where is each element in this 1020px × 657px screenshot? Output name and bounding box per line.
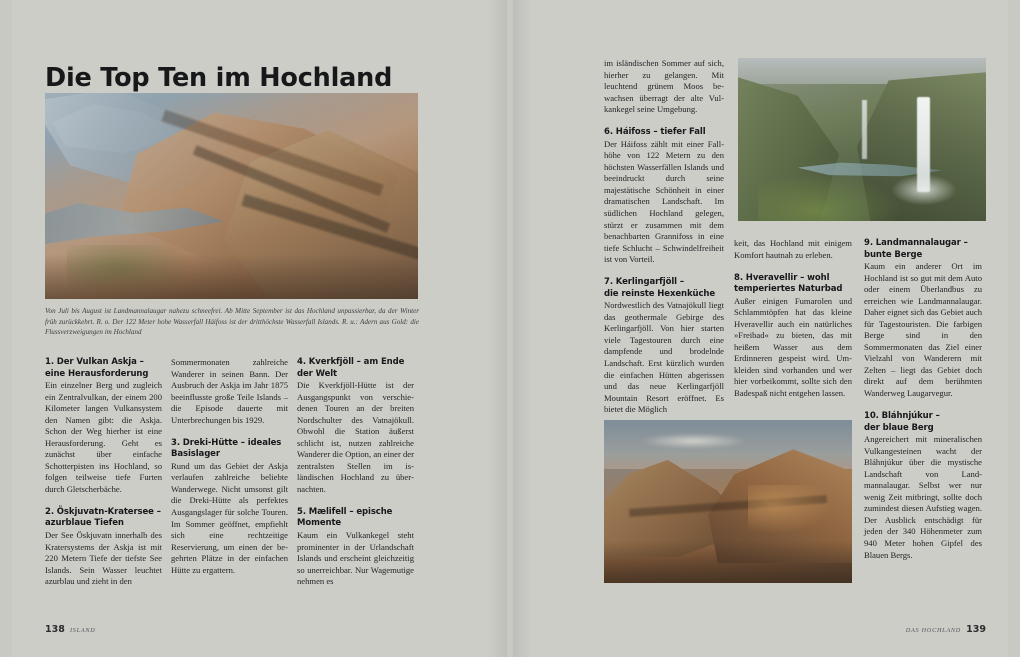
entry-heading-7: [604, 277, 724, 300]
entry-heading-2-line2: azurblaue Tiefen: [45, 518, 124, 529]
photo-cloud: [639, 433, 748, 449]
entry-heading-1-line2: eine Herausforderung: [45, 368, 149, 379]
entry-heading-6: 6. Háifoss – tiefer Fall: [604, 127, 706, 138]
entry-body-7: Nordwestlich des Vatnajökull liegt das geothermale Gebirge des Kerlingarfjöll. Von hier starten viele Tagestouren durch eine dampfende und brodelnde Landschaft. Erst kürzlich wurden die einfachen Hütten abgerissen und das neue Kerlingarfjöll Mountain Resort eröffnet. Es bietet die Möglich: [604, 300, 724, 415]
entry-heading-7-line1: 7. Kerlingarfjöll –: [604, 277, 684, 288]
photo-sunlight: [748, 485, 832, 534]
entry-heading-1: [45, 357, 162, 380]
paragraph-spacer: [45, 495, 162, 507]
entry-heading-10-line2: der blaue Berg: [864, 422, 934, 433]
paragraph-spacer: [171, 426, 288, 438]
entry-heading-2: [45, 507, 162, 530]
entry-body-2: Der See Öskjuvatn innerhalb des Kratersystems der Askja ist mit 220 Metern Tiefe der tiefste See Islands. Sein Wasser leuchtet azurblau und zieht in den: [45, 529, 162, 587]
text-column-2: [171, 357, 288, 576]
hero-photo-caption: Von Juli bis August ist Landmannalaugar nahezu schneefrei. Ab Mitte September ist das Hochland unpassierbar, da der Winter früh zurückkehrt. R. o. Der 122 Meter hohe Wasserfall Háifoss ist der dritthöchste Wasserfall Islands. R. u.: Adern aus Gold: die Flussverzweigungen im Hochland: [45, 307, 419, 337]
entry-heading-8-line2: temperiertes Naturbad: [734, 284, 843, 295]
photo-waterfall-secondary: [862, 100, 867, 159]
photo-foreground-shadow: [604, 541, 852, 583]
text-column-5: [734, 238, 852, 400]
photo-moss: [758, 172, 902, 221]
waterfall-photo-haifoss: [738, 58, 986, 221]
paragraph-spacer: [297, 495, 414, 507]
entry-body-2-continuation: Sommermonaten zahlreiche Wanderer in seinen Bann. Der Ausbruch der Askja im Jahr 1875 beeinflusste große Teile Islands – die Episode dauerte mit Unterbrechungen bis 1929.: [171, 357, 288, 425]
entry-heading-2-line1: 2. Öskjuvatn-Kratersee –: [45, 506, 161, 517]
entry-heading-1-line1: 1. Der Vulkan Askja –: [45, 357, 144, 367]
text-column-3: [297, 357, 414, 588]
entry-body-3: Rund um das Gebiet der Askja verlaufen zahlreiche beliebte Wanderwege. Nicht umsonst gilt die Dreki-Hütte als perfektes Ausgangslager für solche Touren. Im Sommer geöffnet, empfiehlt sich eine rechtzeitige Reservierung, um einen der begehrten Plätze in der einfachen Hütte zu ergattern.: [171, 460, 288, 575]
entry-heading-10-line1: 10. Bláhnjúkur –: [864, 411, 940, 422]
entry-body-1: Ein einzelner Berg und zugleich ein Zentralvulkan, der einem 200 Kilometer langen Vulkansystem den Namen gibt: die Askja. Schon der Weg hierher ist eine Herausforderung. Geht es zunächst über einfache Schotterpisten ins Hochland, so folgen teilweise tiefe Furten durch Gletscherbäche.: [45, 380, 162, 494]
entry-heading-10: [864, 411, 982, 434]
entry-heading-9-line2: bunte Berge: [864, 249, 923, 260]
entry-body-5-continuation: im isländischen Sommer auf sich, hierher zu gelangen. Mit leuchtend grünem Moos bewachsen überragt der alte Vulkankegel seine Umgebung.: [604, 58, 724, 115]
entry-heading-3-line2: Basislager: [171, 449, 220, 460]
paragraph-spacer: [604, 266, 724, 278]
text-column-4: [604, 58, 724, 416]
entry-heading-5-line2: Momente: [297, 518, 342, 529]
entry-body-6: Der Háifoss zählt mit einer Fallhöhe von 122 Metern zu den höchsten Wasserfällen Islands und beeindruckt durch seine majestätische Schönheit in einer dramatischen Landschaft. Im südlichen Hochland gelegen, stürzt er zusammen mit dem benachbarten Grannifoss in eine tiefe Schlucht – Schwindelfreiheit ist von Vorteil.: [604, 138, 724, 265]
entry-heading-7-line2: die reinste Hexenküche: [604, 288, 716, 299]
entry-heading-5: [297, 507, 414, 530]
entry-heading-9: [864, 238, 982, 261]
entry-heading-5-line1: 5. Mælifell – epische: [297, 506, 393, 517]
running-head-right: DAS HOCHLAND: [905, 627, 961, 634]
mountain-photo-blahnjukur: [604, 420, 852, 583]
entry-heading-8-line1: 8. Hveravellir – wohl: [734, 272, 830, 283]
entry-body-7-continuation: keit, das Hochland mit einigem Komfort hautnah zu erleben.: [734, 238, 852, 260]
photo-foreground-shadow: [45, 254, 418, 299]
entry-body-8: Außer einigen Fumarolen und Schlammtöpfen hat das kleine Hveravellir auch ein natürliches »Freibad« zu bieten, das mit heißem Wasser aus dem Erdinneren gespeist wird. Umkleiden sind vorhanden und wer hier vorbeikommt, sollte sich den Badespaß nicht entgehen lassen.: [734, 295, 852, 398]
entry-body-9: Kaum ein anderer Ort im Hochland ist so gut mit dem Auto oder einem Überlandbus zu erreichen wie Landmannalaugar. Daher eignet sich das Gebiet auch für Tagestouristen. Die farbigen Berge sind in den Sommermonaten das Ziel einer Vielzahl von Wanderern mit Zelten – liegt das Gebiet doch direkt auf dem berühmten Wanderweg Laugarvegur.: [864, 261, 982, 399]
text-column-1: [45, 357, 162, 588]
entry-body-4: Die Kverkfjöll-Hütte ist der Ausgangspunkt von verschiedenen Touren an der breiten Nordschulter des Vatnajökull. Obwohl die Station äußerst schlicht ist, nutzen zahlreiche Wanderer die Option, an einer der zentralsten Stellen im isländischen Hochland zu übernachten.: [297, 380, 414, 494]
entry-heading-4: [297, 357, 414, 380]
page-number-right: 139: [966, 624, 986, 635]
running-head-left: ISLAND: [70, 627, 96, 634]
entry-heading-3: [171, 438, 288, 461]
entry-body-5: Kaum ein Vulkankegel steht prominenter in der Urlandschaft Islands und erscheint gleichzeitig so unerreichbar. Nur Wagemutige nehmen es: [297, 529, 414, 587]
hero-photo-landmannalaugar: [45, 93, 418, 299]
entry-heading-4-line1: 4. Kverkfjöll – am Ende: [297, 357, 405, 367]
entry-body-10: Angereichert mit mineralischen Vulkangesteinen wacht der Bláhnjúkur über die mystische Landschaft von Landmannalaugar. Selbst wer nur wenig Zeit mitbringt, sollte doch zumindest diesen Aufstieg wagen. Der Ausblick entschädigt für jeden der 340 Höhenmeter zum 940 Meter hohen Gipfel des Blauen Bergs.: [864, 434, 982, 560]
entry-heading-8: [734, 273, 852, 296]
paragraph-spacer: [734, 261, 852, 273]
entry-heading-9-line1: 9. Landmannalaugar –: [864, 238, 968, 248]
text-column-6: [864, 238, 982, 561]
page-number-left: 138: [45, 624, 65, 635]
paragraph-spacer: [604, 116, 724, 128]
page-title: Die Top Ten im Hochland: [45, 63, 393, 94]
paragraph-spacer: [864, 400, 982, 412]
entry-heading-3-line1: 3. Dreki-Hütte – ideales: [171, 437, 282, 448]
entry-heading-4-line2: der Welt: [297, 368, 338, 379]
